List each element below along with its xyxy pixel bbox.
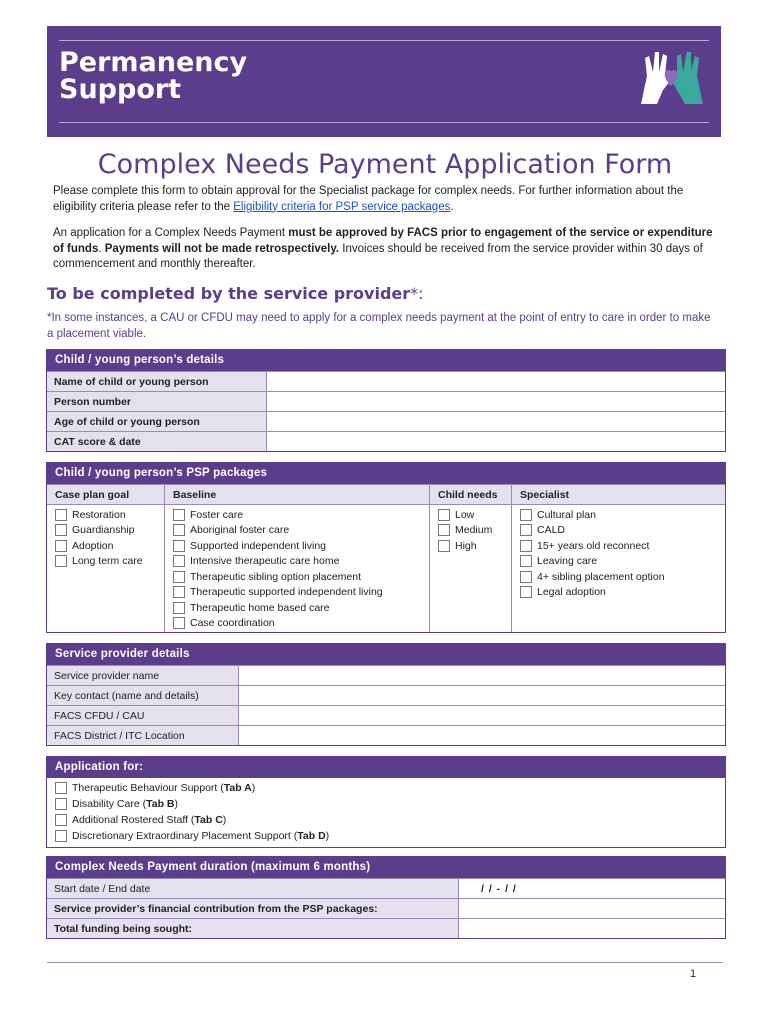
table-row — [47, 371, 725, 391]
key-contact-label: Key contact (name and details) — [47, 686, 239, 705]
option-tab: Tab C — [194, 814, 223, 826]
option-label: Intensive therapeutic care home — [190, 555, 340, 568]
provider-name-field[interactable] — [239, 666, 725, 685]
table-row — [47, 431, 725, 451]
option-legal-adoption[interactable] — [520, 585, 725, 601]
total-funding-label: Total funding being sought: — [47, 919, 459, 938]
intro2-c: . — [98, 242, 105, 255]
option-label: Aboriginal foster care — [190, 524, 290, 537]
cat-score-label: CAT score & date — [47, 432, 267, 451]
intro2-a: An application for a Complex Needs Payment — [53, 227, 289, 239]
checkbox[interactable] — [438, 509, 450, 521]
option-therapeutic-sibling-option[interactable] — [173, 569, 429, 585]
checkbox[interactable] — [55, 555, 67, 567]
checkbox[interactable] — [520, 524, 532, 536]
checkbox[interactable] — [520, 571, 532, 583]
person-number-label: Person number — [47, 392, 267, 411]
option-tab: Tab D — [297, 830, 326, 842]
option-additional-rostered-staff[interactable] — [55, 812, 725, 828]
option-label: Foster care — [190, 508, 244, 521]
option-tab: Tab A — [223, 782, 252, 794]
checkbox[interactable] — [173, 540, 185, 552]
col-case-plan-goal: Case plan goal — [47, 485, 165, 504]
option-label: Additional Rostered Staff ( — [72, 814, 195, 826]
option-label: Discretionary Extraordinary Placement Support ( — [72, 830, 298, 842]
checkbox[interactable] — [55, 782, 67, 794]
option-therapeutic-behaviour-support[interactable] — [55, 780, 725, 796]
psp-packages-heading: Child / young person’s PSP packages — [47, 463, 725, 484]
option-label: Therapeutic home based care — [190, 601, 330, 614]
table-row — [47, 391, 725, 411]
specialist-options — [512, 505, 725, 632]
option-end: ) — [174, 798, 178, 810]
child-age-label: Age of child or young person — [47, 412, 267, 431]
cat-score-field[interactable] — [267, 432, 725, 451]
option-label: Restoration — [72, 508, 126, 521]
option-label: Long term care — [72, 555, 143, 568]
option-label: Adoption — [72, 539, 114, 552]
child-name-field[interactable] — [267, 372, 725, 391]
checkbox[interactable] — [173, 509, 185, 521]
option-high[interactable] — [438, 538, 511, 554]
child-details-section — [46, 349, 726, 452]
child-needs-options — [430, 505, 512, 632]
footer-divider — [47, 962, 723, 963]
option-15-plus-reconnect[interactable] — [520, 538, 725, 554]
start-end-date-label: Start date / End date — [47, 879, 459, 898]
option-therapeutic-home-based-care[interactable] — [173, 600, 429, 616]
col-baseline: Baseline — [165, 485, 430, 504]
provider-section-heading — [47, 284, 424, 303]
option-label: Low — [455, 508, 475, 521]
table-row — [47, 411, 725, 431]
application-for-section — [46, 756, 726, 848]
option-label: High — [455, 539, 477, 552]
checkbox[interactable] — [173, 602, 185, 614]
case-plan-goal-options — [47, 505, 165, 632]
option-supported-independent-living[interactable] — [173, 538, 429, 554]
provider-heading-text: To be completed by the service provider — [47, 284, 411, 303]
option-label: Guardianship — [72, 524, 135, 537]
application-options — [47, 778, 725, 847]
option-aboriginal-foster-care[interactable] — [173, 523, 429, 539]
checkbox[interactable] — [520, 555, 532, 567]
option-label: Case coordination — [190, 617, 275, 630]
child-details-heading: Child / young person’s details — [47, 350, 725, 371]
option-case-coordination[interactable] — [173, 616, 429, 632]
table-row — [47, 918, 725, 938]
table-row — [47, 878, 725, 898]
payment-duration-section — [46, 856, 726, 939]
checkbox[interactable] — [173, 586, 185, 598]
psp-packages-section — [46, 462, 726, 633]
checkbox[interactable] — [55, 798, 67, 810]
option-label: Cultural plan — [537, 508, 596, 521]
option-label: Disability Care ( — [72, 798, 147, 810]
table-row — [47, 685, 725, 705]
option-label: Therapeutic supported independent living — [190, 586, 383, 599]
checkbox[interactable] — [55, 509, 67, 521]
option-label: CALD — [537, 524, 566, 537]
financial-contribution-label: Service provider’s financial contribution from the PSP packages: — [47, 899, 459, 918]
psp-packages-body — [47, 504, 725, 632]
option-end: ) — [325, 830, 330, 842]
start-end-date-field[interactable]: / / - / / — [481, 883, 517, 895]
option-cultural-plan[interactable] — [520, 507, 725, 523]
eligibility-criteria-link[interactable]: Eligibility criteria for PSP service packages — [233, 200, 451, 213]
intro-paragraph-2 — [53, 226, 713, 273]
provider-note: *In some instances, a CAU or CFDU may need to apply for a complex needs payment at the point of entry to care in order to make a placement viable. — [47, 312, 711, 340]
option-disability-care[interactable] — [55, 796, 725, 812]
checkbox[interactable] — [520, 509, 532, 521]
facs-district-label: FACS District / ITC Location — [47, 726, 239, 745]
brand-line-2: Support — [59, 74, 182, 105]
checkbox[interactable] — [438, 540, 450, 552]
total-funding-field[interactable] — [459, 919, 725, 938]
intro-end: . — [450, 200, 454, 213]
child-name-label: Name of child or young person — [47, 372, 267, 391]
option-cald[interactable] — [520, 523, 725, 539]
facs-cfdu-field[interactable] — [239, 706, 725, 725]
service-provider-heading: Service provider details — [47, 644, 725, 665]
option-end: ) — [251, 782, 256, 794]
intro-text: Please complete this form to obtain approval for the Specialist package for complex needs. For further information about the eligibility criteria please refer to the — [53, 185, 684, 213]
checkbox[interactable] — [55, 540, 67, 552]
key-contact-field[interactable] — [239, 686, 725, 705]
checkbox[interactable] — [520, 586, 532, 598]
col-specialist: Specialist — [520, 489, 570, 501]
checkbox[interactable] — [173, 571, 185, 583]
option-label: Medium — [455, 524, 493, 537]
intro2-bold-approval: must be approved by FACS prior to engagement of the service or expenditure of funds — [53, 227, 713, 255]
banner-rule-bottom — [59, 122, 709, 123]
facs-cfdu-label: FACS CFDU / CAU — [47, 706, 239, 725]
option-label: Therapeutic Behaviour Support ( — [72, 782, 224, 794]
option-4-plus-sibling[interactable] — [520, 569, 725, 585]
option-tab: Tab B — [146, 798, 175, 810]
option-low[interactable] — [438, 507, 511, 523]
option-discretionary-placement-support[interactable] — [55, 828, 725, 844]
table-row — [47, 898, 725, 918]
heart-hands-icon — [633, 46, 709, 106]
intro2-e: Invoices should be received from the service provider within 30 days of commencement and monthly thereafter. — [53, 242, 703, 270]
option-end: ) — [222, 814, 227, 826]
option-guardianship[interactable] — [55, 523, 164, 539]
banner-rule-top — [59, 40, 709, 41]
child-age-field[interactable] — [267, 412, 725, 431]
brand-logo-text — [59, 49, 247, 103]
checkbox[interactable] — [173, 555, 185, 567]
payment-duration-heading: Complex Needs Payment duration (maximum 6 months) — [47, 857, 725, 878]
psp-packages-column-headers — [47, 484, 725, 504]
person-number-field[interactable] — [267, 392, 725, 411]
checkbox[interactable] — [55, 814, 67, 826]
facs-district-field[interactable] — [239, 726, 725, 745]
table-row — [47, 705, 725, 725]
option-medium[interactable] — [438, 523, 511, 539]
application-for-heading: Application for: — [47, 757, 725, 778]
option-leaving-care[interactable] — [520, 554, 725, 570]
intro-paragraph-1 — [53, 184, 713, 215]
option-therapeutic-supported-living[interactable] — [173, 585, 429, 601]
checkbox[interactable] — [520, 540, 532, 552]
service-provider-section — [46, 643, 726, 746]
option-label: 4+ sibling placement option — [537, 570, 665, 583]
option-label: Legal adoption — [537, 586, 606, 599]
checkbox[interactable] — [173, 524, 185, 536]
checkbox[interactable] — [55, 524, 67, 536]
option-label: Supported independent living — [190, 539, 327, 552]
option-label: 15+ years old reconnect — [537, 539, 650, 552]
provider-name-label: Service provider name — [47, 666, 239, 685]
checkbox[interactable] — [55, 830, 67, 842]
option-foster-care[interactable] — [173, 507, 429, 523]
checkbox[interactable] — [438, 524, 450, 536]
option-adoption[interactable] — [55, 538, 164, 554]
header-banner — [47, 26, 721, 137]
page-title: Complex Needs Payment Application Form — [97, 149, 673, 180]
option-intensive-therapeutic-care-home[interactable] — [173, 554, 429, 570]
option-label: Leaving care — [537, 555, 598, 568]
option-long-term-care[interactable] — [55, 554, 164, 570]
financial-contribution-field[interactable] — [459, 899, 725, 918]
checkbox[interactable] — [173, 617, 185, 629]
baseline-options — [165, 505, 430, 632]
brand-line-1: Permanency — [59, 47, 248, 78]
provider-heading-star: *: — [410, 284, 424, 303]
table-row — [47, 665, 725, 685]
page-number: 1 — [690, 968, 697, 980]
option-restoration[interactable] — [55, 507, 164, 523]
table-row — [47, 725, 725, 745]
intro2-bold-retro: Payments will not be made retrospectively. — [104, 242, 340, 255]
option-label: Therapeutic sibling option placement — [190, 570, 362, 583]
col-child-needs: Child needs — [430, 485, 512, 504]
